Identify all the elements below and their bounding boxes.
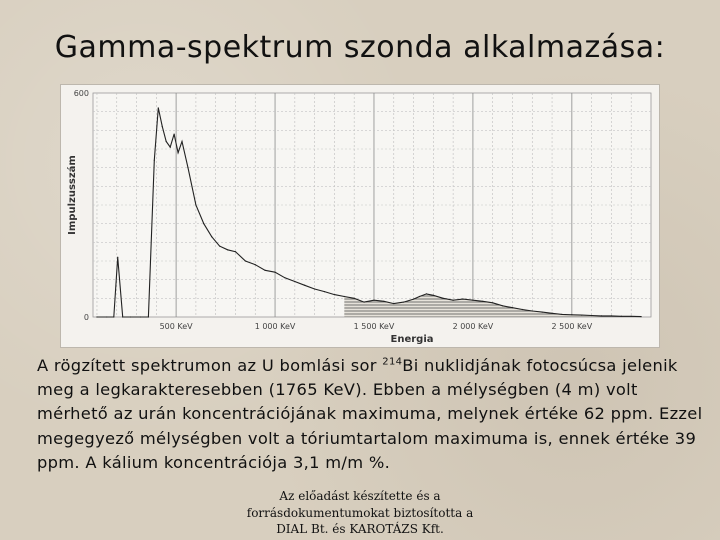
spectrum-point <box>203 223 204 224</box>
spectrum-point <box>373 300 374 301</box>
footer-line-2: forrásdokumentumokat biztosította a <box>246 505 474 520</box>
spectrum-point <box>453 300 454 301</box>
spectrum-point <box>294 281 295 282</box>
spectrum-point <box>433 295 434 296</box>
spectrum-point <box>621 316 622 317</box>
spectrum-point <box>522 309 523 310</box>
spectrum-point <box>181 141 182 142</box>
plot-frame <box>93 93 651 317</box>
spectrum-point <box>106 316 107 317</box>
spectrum-point <box>334 294 335 295</box>
x-tick-label: 1 500 KeV <box>353 322 395 331</box>
spectrum-point <box>393 303 394 304</box>
spectrum-point <box>148 316 149 317</box>
chart-grid <box>93 93 651 317</box>
spectrum-point <box>130 316 131 317</box>
spectrum-point <box>472 300 473 301</box>
spectrum-point <box>561 314 562 315</box>
spectrum-point <box>174 133 175 134</box>
spectrum-point <box>195 204 196 205</box>
spectrum-point <box>482 301 483 302</box>
spectrum-point <box>158 107 159 108</box>
spectrum-point <box>532 310 533 311</box>
spectrum-point <box>419 296 420 297</box>
y-axis-label: Impulzusszám <box>67 155 78 235</box>
footer-line-1: Az előadást készítette és a <box>279 489 441 503</box>
spectrum-point <box>591 315 592 316</box>
spectrum-point <box>187 167 188 168</box>
spectrum-point <box>162 126 163 127</box>
y-tick-label: 0 <box>83 313 89 322</box>
footer-credit <box>210 488 510 538</box>
spectrum-point <box>154 160 155 161</box>
spectrum-point <box>363 301 364 302</box>
spectrum-point <box>122 316 123 317</box>
spectrum-point <box>502 305 503 306</box>
spectrum-point <box>255 264 256 265</box>
x-tick-label: 1 000 KeV <box>254 322 296 331</box>
x-axis-label: Energia <box>390 334 434 345</box>
isotope-mass-number: 214 <box>382 356 403 368</box>
spectrum-point <box>177 152 178 153</box>
paragraph-part-1: A rögzített spektrumon az U bomlási sor <box>37 356 383 375</box>
spectrum-point <box>641 316 642 317</box>
spectrum-point <box>443 298 444 299</box>
spectrum-point <box>304 285 305 286</box>
x-tick-label: 500 KeV <box>159 322 193 331</box>
spectrum-point <box>211 236 212 237</box>
spectrum-point <box>227 249 228 250</box>
spectrum-point <box>462 298 463 299</box>
spectrum-point <box>140 316 141 317</box>
spectrum-point <box>581 315 582 316</box>
spectrum-point <box>274 272 275 273</box>
slide-title: Gamma-spektrum szonda alkalmazása: <box>54 30 666 65</box>
spectrum-point <box>403 301 404 302</box>
spectrum-point <box>113 316 114 317</box>
spectrum-point <box>611 315 612 316</box>
spectrum-point <box>551 313 552 314</box>
spectrum-point <box>170 147 171 148</box>
footer-line-3: DIAL Bt. és KAROTÁZS Kft. <box>276 522 444 536</box>
spectrum-point <box>426 293 427 294</box>
spectrum-point <box>354 298 355 299</box>
spectrum-point <box>542 312 543 313</box>
paragraph-part-2: Bi nuklidjának fotocsúcsa jelenik meg a legkarakteresebben (1765 KeV). Ebben a mélységben (4 m) volt mérhető az urán koncentrációjának maximuma, melynek értéke 62 ppm. Ezzel megegyező mélységben volt a tóriumtartalom maximuma is, ennek értéke 39 ppm. A kálium koncentrációja 3,1 m/m %. <box>37 356 703 472</box>
spectrum-point <box>235 251 236 252</box>
spectrum-point <box>166 141 167 142</box>
spectrum-chart <box>60 84 660 348</box>
description-paragraph <box>37 354 713 475</box>
spectrum-point <box>245 260 246 261</box>
spectrum-point <box>324 291 325 292</box>
spectrum-point <box>492 302 493 303</box>
spectrum-point <box>413 298 414 299</box>
x-tick-label: 2 500 KeV <box>551 322 593 331</box>
spectrum-point <box>314 288 315 289</box>
x-tick-label: 2 000 KeV <box>452 322 494 331</box>
spectrum-point <box>117 257 118 258</box>
spectrum-point <box>344 296 345 297</box>
spectrum-point <box>512 307 513 308</box>
spectrum-point <box>631 316 632 317</box>
y-tick-label: 600 <box>73 89 89 98</box>
spectrum-point <box>571 314 572 315</box>
spectrum-point <box>219 245 220 246</box>
spectrum-point <box>96 316 97 317</box>
spectrum-point <box>265 270 266 271</box>
spectrum-chart-svg <box>61 85 659 347</box>
spectrum-point <box>284 277 285 278</box>
spectrum-point <box>601 315 602 316</box>
spectrum-point <box>383 301 384 302</box>
